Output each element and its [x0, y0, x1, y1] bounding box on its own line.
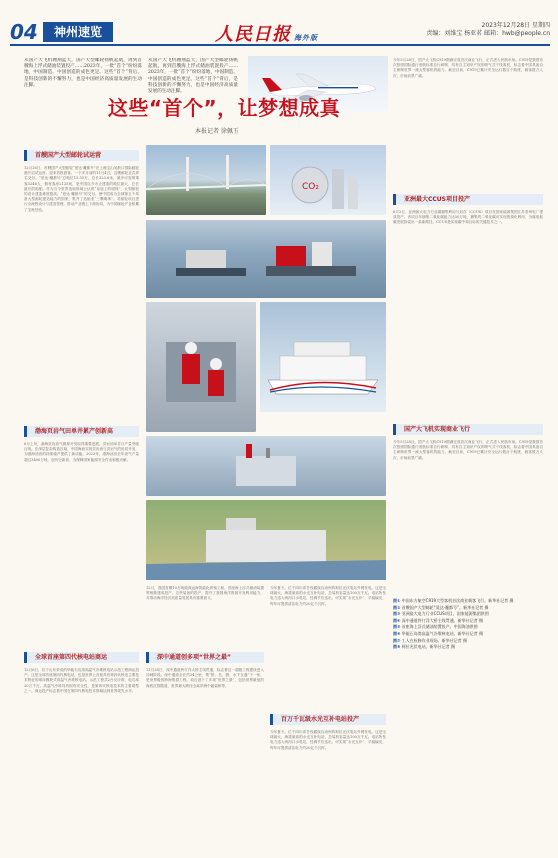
intro-continued: 今年5月28日，国产大飞机C919圆满完成首次商业飞行，正式进入民航市场。C919是我国首次按照国际通行适航标准自行研制、具有自主知识产权的喷气式干线客机，标志着中国具备自主研制世界一流大型客机的能力。截至目前，C919已累计安全运行数百个航班，载客数万人次，市场前景广阔。: [393, 58, 543, 78]
section-body-nuclear: 12月6日，位于山东荣成的华能石岛湾高温气冷堆核电站示范工程商运投产。这是全球首座第四代核电站，也是世界上首座具有第四代核电主要技术特征的球床模块式高温气冷堆核电站。示范工程共2台反应堆，电功率20万千瓦。高温气冷堆具有固有安全性，是第四代核电技术的主要堆型之一。商运投产标志着中国在第四代核电技术领域达到世界领先水平。: [24, 668, 139, 693]
section-body-solar: 今年夏天，位于四川省甘孜藏族自治州的柯拉光伏电站并网发电。这是全球最大、海拔最高的水光互补电站，总装机容量达100万千瓦。电站所发电力送入两河口水电站，经调节后送出，可实现“水光互补”、平稳输出，每年可提供清洁电力约20亿千瓦时。: [270, 730, 386, 750]
section-title-shenzhong: 深中通道创多项“世界之最”: [146, 652, 264, 663]
svg-text:CO₂: CO₂: [302, 182, 319, 192]
section-title-cruise: 首艘国产大型邮轮试运营: [24, 150, 139, 161]
photo-ships: [146, 220, 386, 298]
section-title-shale: 渤海页岩气田单井累产创新高: [24, 426, 139, 437]
section-body-shale: 6月上旬，渤海页岩油气勘探开发取得重要进展，页岩油单井日产量突破百吨。在深层复杂构造区域，中国海油实现页岩油与页岩气的协同开发，为渤海油田的持续稳产提供了新动能。2023年，渤海油田全年油气产量超过3400万吨，创历史新高，为保障国家能源安全作出积极贡献。: [24, 442, 139, 462]
photo-bridge: [146, 145, 266, 215]
section-body-ccus: 6月2日，亚洲最大电力行业碳捕集利用与封存（CCUS）项目在国家能源集团江苏泰州电厂建成投产。该项目年捕集二氧化碳能力达50万吨，捕集的二氧化碳可实现资源化利用，为煤电低碳发展探索出一条新路径。CCUS是实现碳中和目标的关键技术之一。: [393, 210, 543, 225]
section-title-ccus: 亚洲最大CCUS项目投产: [393, 194, 543, 205]
photo-nuclear: [146, 500, 386, 580]
photo-cruise: [260, 302, 386, 412]
section-title-nuclear: 全球首座第四代核电站商运: [24, 652, 139, 663]
caption-1: 图② 首艘国产大型邮轮“爱达·魔都号”。新华社记者 摄: [393, 604, 489, 610]
intro-text: 从国产大飞机翱翔蓝天，国产大型邮轮扬帆起航，再到首艘海上浮式储油装置投产……2023年，一批“首个”纷纷落地，中国制造、中国创造的成色更足。这些“首个”背后，是科技创新的不懈努力，也是中国经济高质量发展的生动注脚。: [24, 58, 142, 88]
dateline: 2023年12月28日 星期四 责编：刘维宝 杨亚茗 邮箱：hwb@people.cn: [426, 22, 550, 37]
section-body-extra: 12月，我国首艘10万吨级深远海智能化养殖工船、首座海上浮式储油装置等相继建成投产。这些装备的投产，提升了我国海洋资源开发利用能力，对推动海洋经济高质量发展具有重要意义。: [146, 586, 264, 601]
newspaper-logo: 人民日报 海外版: [215, 24, 318, 45]
caption-6: 图⑦ 工人在检修作业现场。新华社记者 摄: [393, 637, 467, 643]
caption-0: 图① 中国东方航空C919大型客机首次商业载客飞行。新华社记者 摄: [393, 598, 514, 603]
caption-7: 图⑧ 柯拉光伏电站。新华社记者 摄: [393, 644, 455, 650]
byline: 本报记者 徐佩玉: [195, 128, 239, 135]
section-title-solar: 百万千瓦级水光互补电站投产: [270, 714, 386, 725]
section-body-middle: 今年夏天，位于四川省甘孜藏族自治州的柯拉光伏电站并网发电。这是全球最大、海拔最高的水光互补电站，总装机容量达100万千瓦。电站所发电力送入两河口水电站，经调节后送出，可实现“水光互补”、平稳输出，每年可提供清洁电力约20亿千瓦时。: [270, 586, 386, 606]
photo-workers: [146, 302, 256, 432]
section-body-cruise: 12月26日，首艘国产大型邮轮“爱达·魔都号”在上海宝山吴淞口国际邮轮港开启试运营，迎来首批游客。一个多月前的11月4日，这艘邮轮正式命名交付。“爱达·魔都号”总吨位13.55万，总长323.6米，最多可容纳乘客5246人，拥有客房2125间，是中国迄今为止建造的吨位最大、总长最长的船舶。作为当今世界造船领域公认的“皇冠上的明珠”，大型邮轮的设计建造难度极高。“爱达·魔都号”的交付，使中国成为全球第五个具备大型邮轮建造能力的国家，集齐了造船业“三颗明珠”。对邮轮项目进行全流程设计与建造管理，推动产业链上下游协同，为中国邮轮产业积累了宝贵经验。: [24, 166, 139, 212]
section-body-c919: 今年5月28日，国产大飞机C919圆满完成首次商业飞行，正式进入民航市场。C919是我国首次按照国际通行适航标准自行研制、具有自主知识产权的喷气式干线客机，标志着中国具备自主研制世界一流大型客机的能力。截至目前，C919已累计安全运行数百个航班，载客数万人次，市场前景广阔。: [393, 440, 543, 460]
section-title-c919: 国产大飞机实现商业飞行: [393, 424, 543, 435]
page-number: 04: [10, 20, 38, 44]
section-badge: 神州速览: [43, 22, 113, 42]
headline: 这些“首个”，让梦想成真: [107, 96, 341, 120]
page-header: [10, 20, 550, 46]
caption-5: 图⑥ 华能石岛湾高温气冷堆核电站。新华社记者 摄: [393, 630, 483, 636]
caption-2: 图③ 亚洲最大电力行业CCUS项目。国家能源集团供图: [393, 611, 489, 617]
photo-ccus: [270, 145, 386, 215]
caption-3: 图④ 深中通道伶仃洋大桥主线贯通。新华社记者 摄: [393, 617, 483, 623]
caption-4: 图⑤ 首座海上浮式储油装置投产。中国海油供图: [393, 624, 478, 630]
section-body-shenzhong: 11月28日，深中通道伶仃洋大桥主线贯通，标志着这一超级工程建设进入冲刺阶段。深中通道全长约24公里，集“桥、岛、隧、水下互通”于一体，是世界级的跨海集群工程。项目创下了多项“世界之最”，包括世界最宽的海底沉管隧道、世界最大跨径全离岸海中悬索桥等。: [146, 668, 264, 688]
photo-platform: [146, 436, 386, 496]
photo-captions: [393, 598, 543, 848]
intro-text-2: 从国产大飞机翱翔蓝天，国产大型邮轮扬帆起航，再到首艘海上浮式储油装置投产……2023年，一批“首个”纷纷落地，中国制造、中国创造的成色更足。这些“首个”背后，是科技创新的不懈努力，也是中国经济高质量发展的生动注脚。: [148, 58, 238, 95]
